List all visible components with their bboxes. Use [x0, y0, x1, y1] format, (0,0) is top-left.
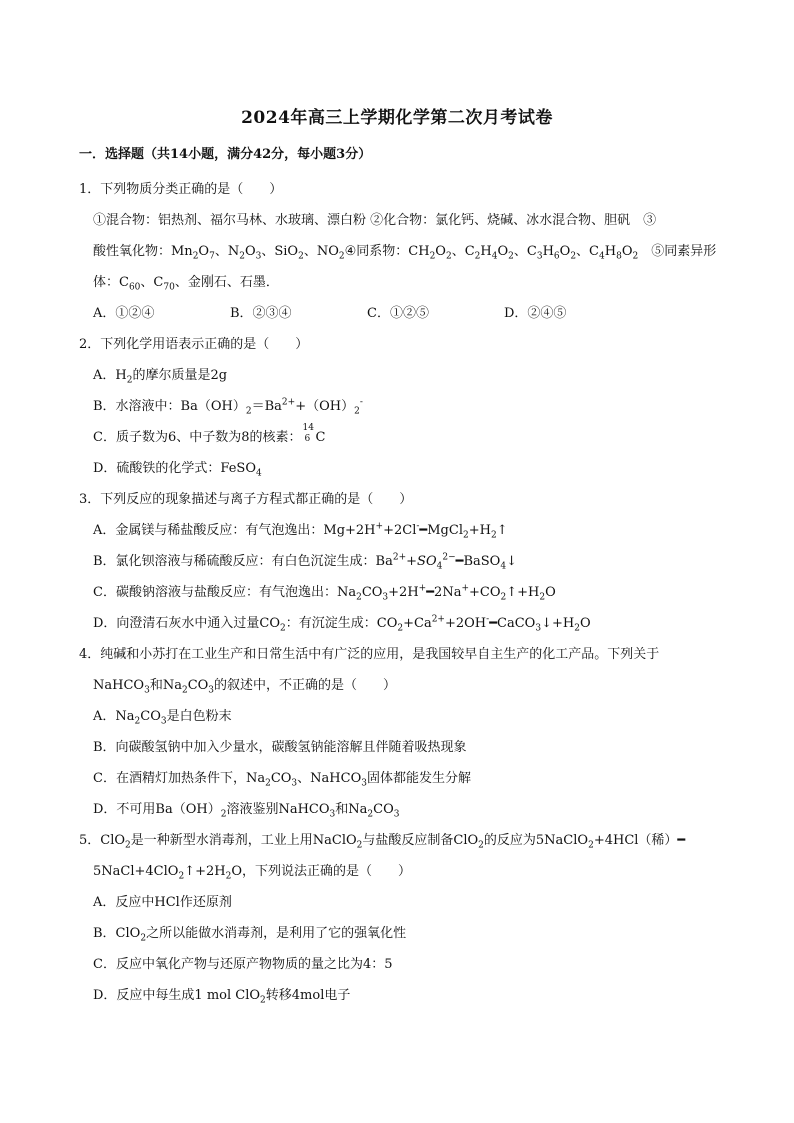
- option-c[interactable]: C．①②⑤: [367, 306, 429, 321]
- question-2-stem: 2．下列化学用语表示正确的是（ ）: [79, 337, 309, 352]
- question-2-option-a[interactable]: A．$H_2$的摩尔质量是2g: [93, 368, 228, 386]
- question-1-line-3: 体：$C_{60}$、$C_{70}$、金刚石、石墨．: [93, 275, 279, 293]
- question-3-option-b[interactable]: B．氯化钡溶液与稀硫酸反应：有白色沉淀生成：$Ba^{2+}+SO_4^{2-}━BaSO_4↓$: [93, 552, 517, 572]
- page-title: 2024年高三上学期化学第二次月考试卷: [241, 108, 553, 128]
- question-2-option-d[interactable]: D．硫酸铁的化学式：FeSO$_4$: [93, 461, 262, 479]
- section-header: 一．选择题（共14小题，满分42分，每小题3分）: [79, 147, 372, 162]
- option-d[interactable]: D．②④⑤: [504, 306, 567, 321]
- question-4-option-c[interactable]: C．在酒精灯加热条件下，$Na_2CO_3$、NaHCO$_3$固体都能发生分解: [93, 771, 471, 789]
- question-3-stem: 3．下列反应的现象描述与离子方程式都正确的是（ ）: [79, 492, 413, 507]
- question-5-option-b[interactable]: B．ClO$_2$之所以能做水消毒剂，是利用了它的强氧化性: [93, 926, 407, 944]
- question-5-option-d[interactable]: D．反应中每生成1 mol ClO$_2$转移4mol电子: [93, 988, 351, 1006]
- question-4-option-a[interactable]: A．$Na_2CO_3$是白色粉末: [93, 709, 232, 727]
- question-1-options: [93, 302, 641, 321]
- nuclide-symbol: 14 6: [302, 423, 314, 444]
- question-3-option-a[interactable]: A．金属镁与稀盐酸反应：有气泡逸出：$Mg+2H^++2Cl^-━MgCl_2+H_2↑$: [93, 521, 508, 541]
- option-a[interactable]: A．①②④: [93, 306, 155, 321]
- question-4-stem-line-2: NaHCO$_3$和$Na_2CO_3$的叙述中，不正确的是（ ）: [93, 678, 397, 696]
- question-4-option-b[interactable]: B．向碳酸氢钠中加入少量水，碳酸氢钠能溶解且伴随着吸热现象: [93, 740, 467, 755]
- question-1-stem: 1．下列物质分类正确的是（ ）: [79, 182, 283, 197]
- question-3-option-c[interactable]: C．碳酸钠溶液与盐酸反应：有气泡逸出：$Na_2CO_3+2H^+━2Na^++CO_2↑+H_2O$: [93, 583, 556, 603]
- question-5-option-a[interactable]: A．反应中HCl作还原剂: [93, 895, 232, 910]
- question-4-option-d[interactable]: D．不可用$Ba(OH)_2$溶液鉴别NaHCO$_3$和$Na_2CO_3$: [93, 802, 400, 820]
- question-4-stem-line-1: 4．纯碱和小苏打在工业生产和日常生活中有广泛的应用，是我国较早自主生产的化工产品。下列关于: [79, 647, 660, 662]
- question-2-option-b[interactable]: B．水溶液中：$Ba(OH)_2=Ba^{2+}+(OH)_2^-$: [93, 397, 363, 417]
- question-1-line-2: 酸性氧化物：$Mn_2O_7$、$N_2O_3$、SiO$_2$、$NO_2④$同系物：$CH_2O_2$、$C_2H_4O_2$、$C_3H_6O_2$、$C_4H_8O_2$ ⑤同素异形: [93, 244, 717, 262]
- question-2-option-c[interactable]: C．质子数为6、中子数为8的核素： 14 6 C: [93, 423, 326, 445]
- question-5-stem-line-1: 5．ClO$_2$是一种新型水消毒剂，工业上用NaClO$_2$与盐酸反应制备ClO$_2$的反应为5NaClO$_2$+4HCl（稀）━: [79, 833, 686, 851]
- question-1-line-1: ①混合物：铝热剂、福尔马林、水玻璃、漂白粉 ②化合物：氯化钙、烧碱、冰水混合物、胆矾 ③: [93, 213, 657, 228]
- question-3-option-d[interactable]: D．向澄清石灰水中通入过量$CO_2$：有沉淀生成：$CO_2+Ca^{2+}+2OH^-━CaCO_3↓+H_2O$: [93, 614, 591, 634]
- question-5-option-c[interactable]: C．反应中氧化产物与还原产物物质的量之比为4：5: [93, 957, 393, 972]
- option-b[interactable]: B．②③④: [230, 306, 292, 321]
- question-5-stem-line-2: $5NaCl+4ClO_2↑+2H_2O$，下列说法正确的是（ ）: [93, 864, 411, 882]
